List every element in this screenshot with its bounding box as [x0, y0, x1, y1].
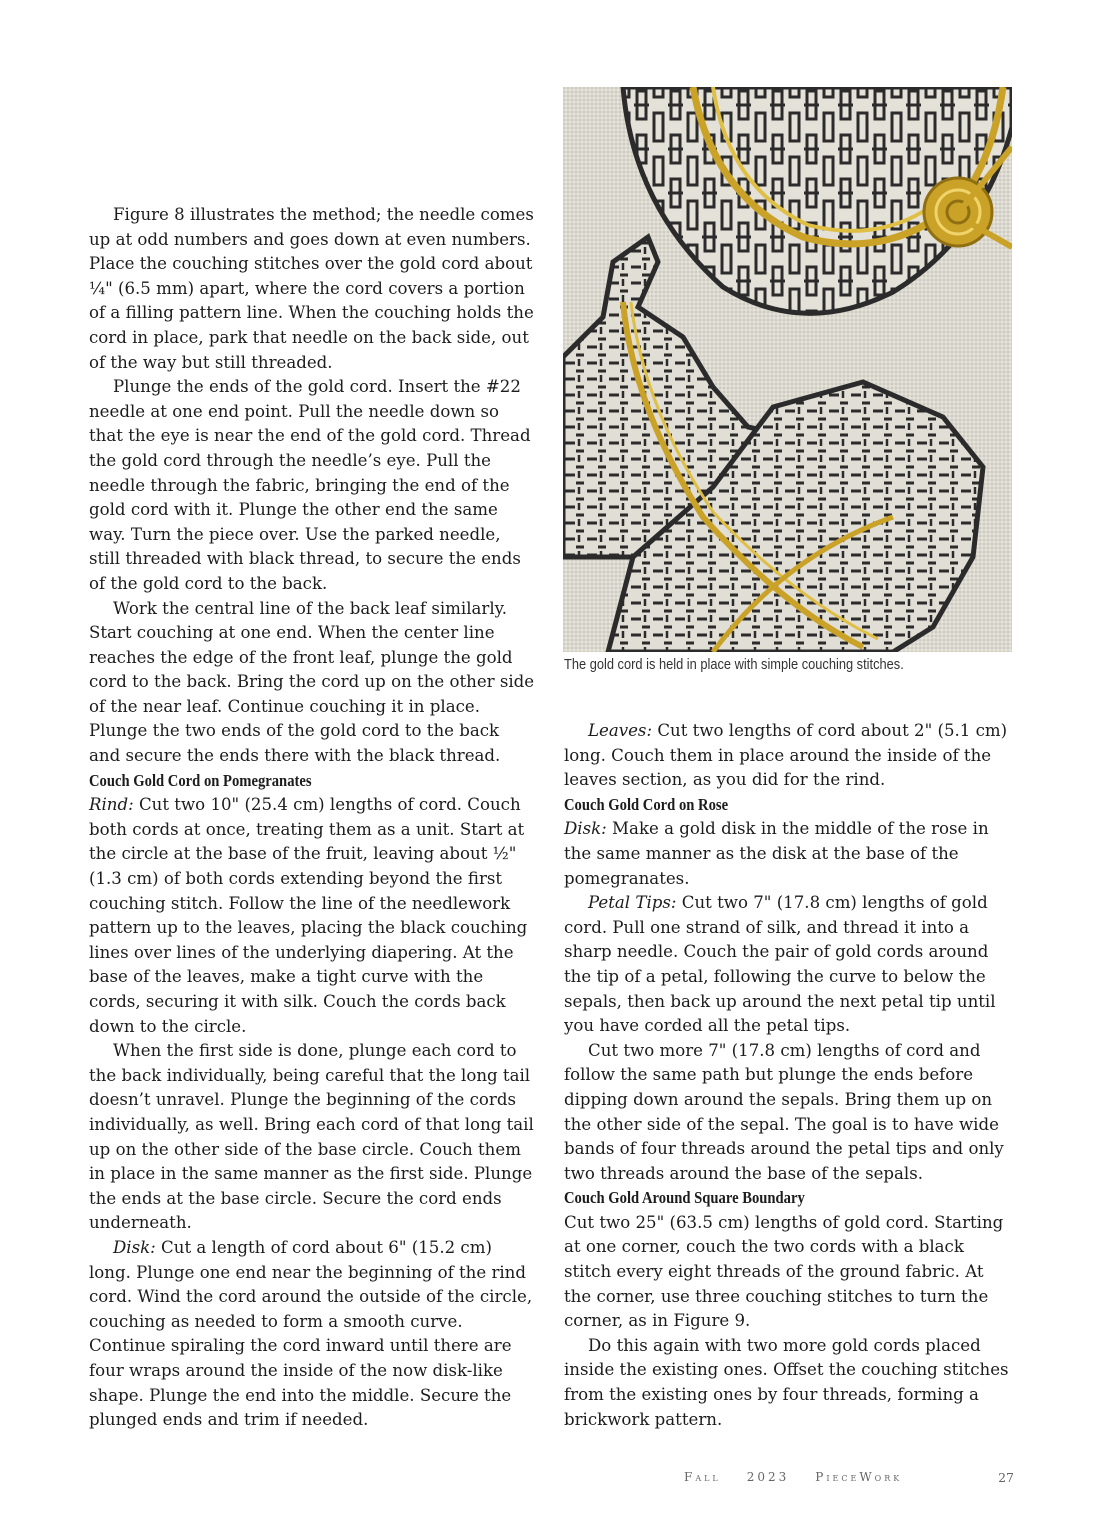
heading-rose: Couch Gold Cord on Rose: [564, 794, 729, 814]
paragraph-more-cord: Cut two more 7" (17.8 cm) lengths of cord and follow the same path but plunge the ends before dipping down around the sepals. Bring them up on the other side of the sepal. The goal is to have wide bands of four threads around the petal tips and only two threads around the base of the sepals.: [564, 1040, 1004, 1183]
paragraph-petal-tips: [564, 891, 1010, 1039]
paragraph-rind: [89, 793, 535, 1039]
paragraph-leaves: [564, 719, 1010, 793]
heading-square-boundary: Couch Gold Around Square Boundary: [564, 1188, 805, 1208]
disk-label: Disk:: [113, 1237, 156, 1257]
paragraph-brickwork: Do this again with two more gold cords placed inside the existing ones. Offset the couching stitches from the existing ones by four threads, forming a brickwork pattern.: [564, 1335, 1009, 1429]
paragraph-rose-disk: [564, 817, 1010, 891]
rind-text: Cut two 10" (25.4 cm) lengths of cord. Couch both cords at once, treating them as a unit. Start at the circle at the base of the fruit, leaving about ½" (1.3 cm) of both cords extending beyond the first couching stitch. Follow the line of the needlework pattern up to the leaves, placing the black couching lines over lines of the underlying diapering. At the base of the leaves, make a tight curve with the cords, securing it with silk. Couch the cords back down to the circle.: [89, 795, 528, 1036]
rind-label: Rind:: [89, 795, 134, 815]
paragraph-figure-8: Figure 8 illustrates the method; the needle comes up at odd numbers and goes down at even numbers. Place the couching stitches over the gold cord about ¼" (6.5 mm) apart, where the cord covers a portion of a filling pattern line. When the couching holds the cord in place, park that needle on the back side, out of the way but still threaded.: [89, 205, 534, 372]
embroidery-photo: [563, 87, 1012, 652]
footer-magazine: PieceWork: [815, 1470, 903, 1484]
petal-tips-label: Petal Tips:: [588, 893, 677, 913]
leaves-text: Cut two lengths of cord about 2" (5.1 cm) long. Couch them in place around the inside of the leaves section, as you did for the rind.: [564, 721, 1008, 790]
paragraph-plunge-ends: Plunge the ends of the gold cord. Insert the #22 needle at one end point. Pull the needle down so that the eye is near the end of the gold cord. Thread the gold cord through the needle’s eye. Pull the needle through the fabric, bringing the end of the gold cord with it. Plunge the other end the same way. Turn the piece over. Use the parked needle, still threaded with black thread, to secure the ends of the gold cord to the back.: [89, 377, 531, 593]
photo-caption: The gold cord is held in place with simple couching stitches.: [564, 657, 904, 673]
leaves-label: Leaves:: [588, 721, 653, 740]
embroidery-illustration: [563, 87, 1012, 652]
heading-pomegranates: Couch Gold Cord on Pomegranates: [89, 770, 312, 790]
paragraph-disk: [89, 1236, 535, 1433]
right-text-column: [564, 719, 1010, 1432]
paragraph-back-leaf: Work the central line of the back leaf similarly. Start couching at one end. When the center line reaches the edge of the front leaf, plunge the gold cord to the back. Bring the cord up on the other side of the near leaf. Continue couching it in place. Plunge the two ends of the gold cord to the back and secure the ends there with the black thread.: [89, 598, 535, 766]
footer-year: 2023: [746, 1470, 790, 1484]
paragraph-first-side: When the first side is done, plunge each cord to the back individually, being careful that the long tail doesn’t unravel. Plunge the beginning of the cords individually, as well. Bring each cord of that long tail up on the other side of the base circle. Couch them in place in the same manner as the first side. Plunge the ends at the base circle. Secure the cord ends underneath.: [89, 1041, 534, 1233]
page-number: 27: [998, 1470, 1014, 1485]
rose-disk-text: Make a gold disk in the middle of the rose in the same manner as the disk at the base of the pomegranates.: [564, 819, 989, 888]
left-text-column: [89, 203, 535, 1433]
footer-season: Fall: [684, 1470, 721, 1484]
page-footer: [684, 1470, 1014, 1485]
petal-tips-text: Cut two 7" (17.8 cm) lengths of gold cord. Pull one strand of silk, and thread it into a sharp needle. Couch the pair of gold cords around the tip of a petal, following the curve to below the sepals, then back up around the next petal tip until you have corded all the petal tips.: [564, 893, 996, 1036]
disk-text: Cut a length of cord about 6" (15.2 cm) long. Plunge one end near the beginning of the rind cord. Wind the cord around the outside of the circle, couching as needed to form a smooth curve. Continue spiraling the cord inward until there are four wraps around the inside of the now disk-like shape. Plunge the end into the middle. Secure the plunged ends and trim if needed.: [89, 1237, 533, 1430]
paragraph-square-boundary: Cut two 25" (63.5 cm) lengths of gold cord. Starting at one corner, couch the two cords with a black stitch every eight threads of the ground fabric. At the corner, use three couching stitches to turn the corner, as in Figure 9.: [564, 1212, 1004, 1331]
rose-disk-label: Disk:: [564, 819, 607, 839]
